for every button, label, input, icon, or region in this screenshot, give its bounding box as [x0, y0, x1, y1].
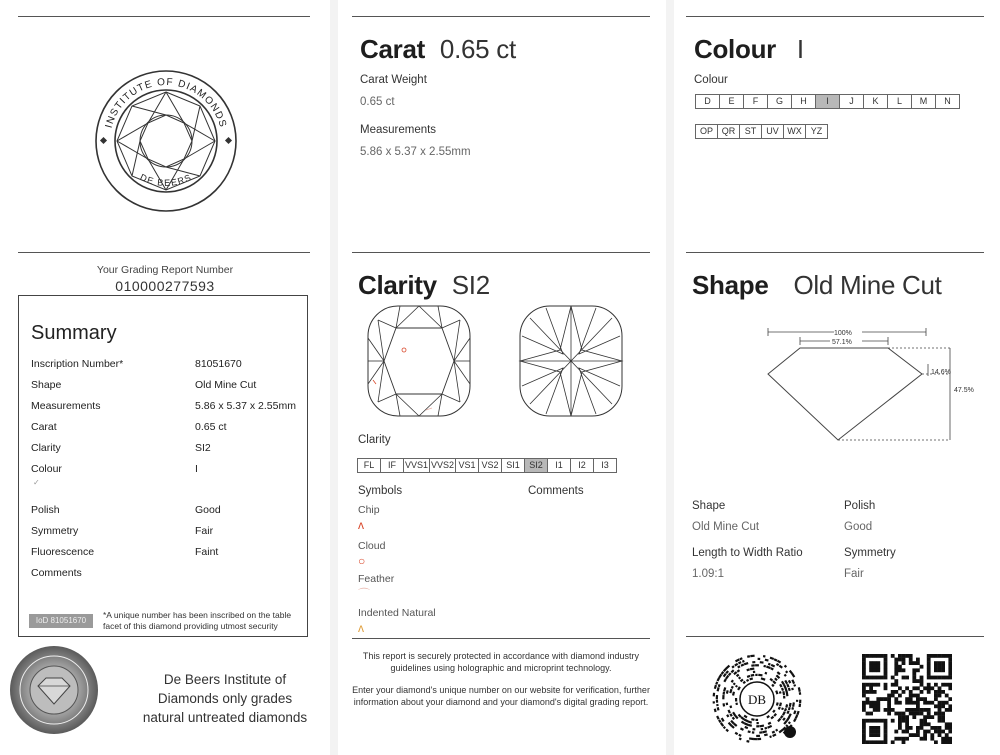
- summary-row-value: 81051670: [195, 358, 242, 370]
- column-separator: [666, 0, 674, 755]
- ratio-value: 1.09:1: [692, 568, 724, 580]
- scale-cell: I: [815, 94, 840, 109]
- report-number: 010000277593: [115, 278, 215, 294]
- symbol-name: Indented Natural: [358, 607, 436, 619]
- rule: [352, 638, 650, 639]
- colour-shape-column: [674, 0, 1000, 755]
- db-scan-code[interactable]: [710, 652, 804, 746]
- summary-row-value: SI2: [195, 442, 211, 454]
- tagline: [130, 670, 320, 727]
- clarity-plot-crown: [364, 302, 474, 420]
- inscription-image-text: IoD 81051670: [35, 616, 87, 625]
- profile-crown-label: 14.6%: [931, 369, 951, 376]
- symmetry-value: Fair: [844, 568, 864, 580]
- shape-heading-value: Old Mine Cut: [793, 270, 942, 300]
- scale-cell: VVS1: [403, 458, 430, 473]
- summary-row-value: Fair: [195, 525, 214, 537]
- report-number-label: Your Grading Report Number: [96, 264, 234, 276]
- tagline-line3: natural untreated diamonds: [142, 710, 308, 725]
- feather-icon: ⌒: [358, 587, 371, 601]
- top-rule: [18, 16, 310, 17]
- polish-value: Good: [844, 521, 873, 533]
- scale-cell: VS1: [455, 458, 479, 473]
- shape-profile-diagram: [760, 322, 990, 452]
- scale-cell: SI2: [524, 458, 548, 473]
- scale-cell: N: [935, 94, 960, 109]
- measurements-label: Measurements: [360, 124, 437, 136]
- scale-cell: I1: [547, 458, 571, 473]
- scale-cell: J: [839, 94, 864, 109]
- summary-row-label: Polish: [31, 504, 60, 516]
- profile-depth-label: 47.5%: [954, 387, 974, 394]
- scale-cell: FL: [357, 458, 381, 473]
- carat-heading-label: Carat: [360, 34, 425, 64]
- rule: [686, 252, 984, 253]
- scale-cell: I2: [570, 458, 594, 473]
- carat-weight-label: Carat Weight: [360, 74, 427, 86]
- summary-row-value: Good: [195, 504, 221, 516]
- summary-row-label: Carat: [31, 421, 57, 433]
- ratio-label: Length to Width Ratio: [692, 547, 803, 559]
- institute-logo: [93, 68, 239, 214]
- clarity-scale: [358, 458, 617, 473]
- symbols-label: Symbols: [358, 485, 403, 497]
- security-text-1: This report is securely protected in accordance with diamond industry guidelines using holographic and microprint technology.: [362, 651, 640, 673]
- svg-text:DE BEERS: [139, 172, 194, 188]
- summary-row-value: 0.65 ct: [195, 421, 227, 433]
- shape-heading-label: Shape: [692, 270, 769, 300]
- inscription-image: [29, 614, 93, 628]
- colour-scale-row2: [696, 124, 828, 139]
- colour-scale-label: Colour: [694, 74, 728, 86]
- scale-cell: H: [791, 94, 816, 109]
- rule: [686, 636, 984, 637]
- scale-cell: K: [863, 94, 888, 109]
- tagline-line1: De Beers Institute of: [163, 672, 287, 687]
- colour-tick-mark: ✓: [33, 478, 40, 487]
- summary-row-label: Fluorescence: [31, 546, 95, 558]
- scale-cell: YZ: [805, 124, 828, 139]
- clarity-plot-pavilion: [516, 302, 626, 420]
- colour-heading-label: Colour: [694, 34, 776, 64]
- summary-row-value: Old Mine Cut: [195, 379, 257, 391]
- scale-cell: IF: [380, 458, 404, 473]
- rule: [18, 252, 310, 253]
- cloud-icon: ○: [358, 554, 366, 568]
- logo-ring-top-text: INSTITUTE OF DIAMONDS: [103, 76, 229, 130]
- inscription-footnote: *A unique number has been inscribed on the table facet of this diamond providing utmost security: [103, 610, 292, 631]
- clarity-heading-label: Clarity: [358, 270, 437, 300]
- scale-cell: VS2: [478, 458, 502, 473]
- column-separator: [330, 0, 338, 755]
- colour-heading-value: I: [796, 34, 804, 64]
- carat-heading: [360, 34, 516, 65]
- summary-row-value: Faint: [195, 546, 219, 558]
- top-rule: [686, 16, 984, 17]
- scale-cell: F: [743, 94, 768, 109]
- colour-scale-row1: [696, 94, 960, 109]
- summary-column: [0, 0, 330, 755]
- polish-label: Polish: [844, 500, 876, 512]
- scale-cell: ST: [739, 124, 762, 139]
- scale-cell: WX: [783, 124, 806, 139]
- clarity-heading: [358, 270, 490, 301]
- top-rule: [352, 16, 650, 17]
- shape-heading: [692, 270, 942, 301]
- scale-cell: I3: [593, 458, 617, 473]
- shape-label: Shape: [692, 500, 726, 512]
- summary-row-label: Inscription Number*: [31, 358, 124, 370]
- logo-ring-bottom-text: DE BEERS: [138, 172, 194, 188]
- scale-cell: QR: [717, 124, 740, 139]
- qr-code[interactable]: [862, 654, 952, 744]
- scale-cell: VVS2: [429, 458, 456, 473]
- scale-cell: M: [911, 94, 936, 109]
- svg-text:INSTITUTE OF DIAMONDS: [104, 77, 229, 129]
- chip-icon: ʌ: [358, 518, 364, 532]
- tagline-line2: Diamonds only grades: [157, 691, 293, 706]
- summary-row-label: Symmetry: [31, 525, 79, 537]
- carat-heading-value: 0.65 ct: [439, 34, 516, 64]
- measurements-value: 5.86 x 5.37 x 2.55mm: [360, 146, 471, 158]
- summary-row-label: Colour: [31, 463, 62, 475]
- symbol-name: Cloud: [358, 540, 386, 552]
- summary-row-label: Comments: [31, 567, 82, 579]
- profile-total-width-label: 100%: [834, 330, 852, 337]
- clarity-heading-value: SI2: [451, 270, 490, 300]
- hologram-seal: [8, 644, 100, 736]
- db-logo-text: DB: [747, 692, 767, 707]
- symbol-name: Chip: [358, 504, 380, 516]
- comments-label: Comments: [528, 485, 584, 497]
- profile-table-label: 57.1%: [832, 339, 852, 346]
- summary-row-label: Shape: [31, 379, 62, 391]
- scale-cell: G: [767, 94, 792, 109]
- rule: [352, 252, 650, 253]
- indented-natural-icon: ʌ: [358, 621, 364, 635]
- summary-title: Summary: [31, 322, 117, 344]
- summary-box: [18, 295, 308, 637]
- scale-cell: L: [887, 94, 912, 109]
- symmetry-label: Symmetry: [844, 547, 896, 559]
- summary-row-value: 5.86 x 5.37 x 2.55mm: [195, 400, 296, 412]
- summary-row-label: Clarity: [31, 442, 61, 454]
- scale-cell: UV: [761, 124, 784, 139]
- carat-weight-value: 0.65 ct: [360, 96, 395, 108]
- scale-cell: E: [719, 94, 744, 109]
- shape-value: Old Mine Cut: [692, 521, 760, 533]
- security-text-2: Enter your diamond's unique number on our website for verification, further information about your diamond and your diamond's digital grading report.: [352, 685, 650, 707]
- scale-cell: SI1: [501, 458, 525, 473]
- symbol-name: Feather: [358, 573, 395, 585]
- clarity-scale-label: Clarity: [358, 434, 391, 446]
- summary-row-label: Measurements: [31, 400, 101, 412]
- scale-cell: D: [695, 94, 720, 109]
- scale-cell: OP: [695, 124, 718, 139]
- summary-row-value: I: [195, 463, 198, 475]
- colour-heading: [694, 34, 804, 65]
- carat-clarity-column: [338, 0, 666, 755]
